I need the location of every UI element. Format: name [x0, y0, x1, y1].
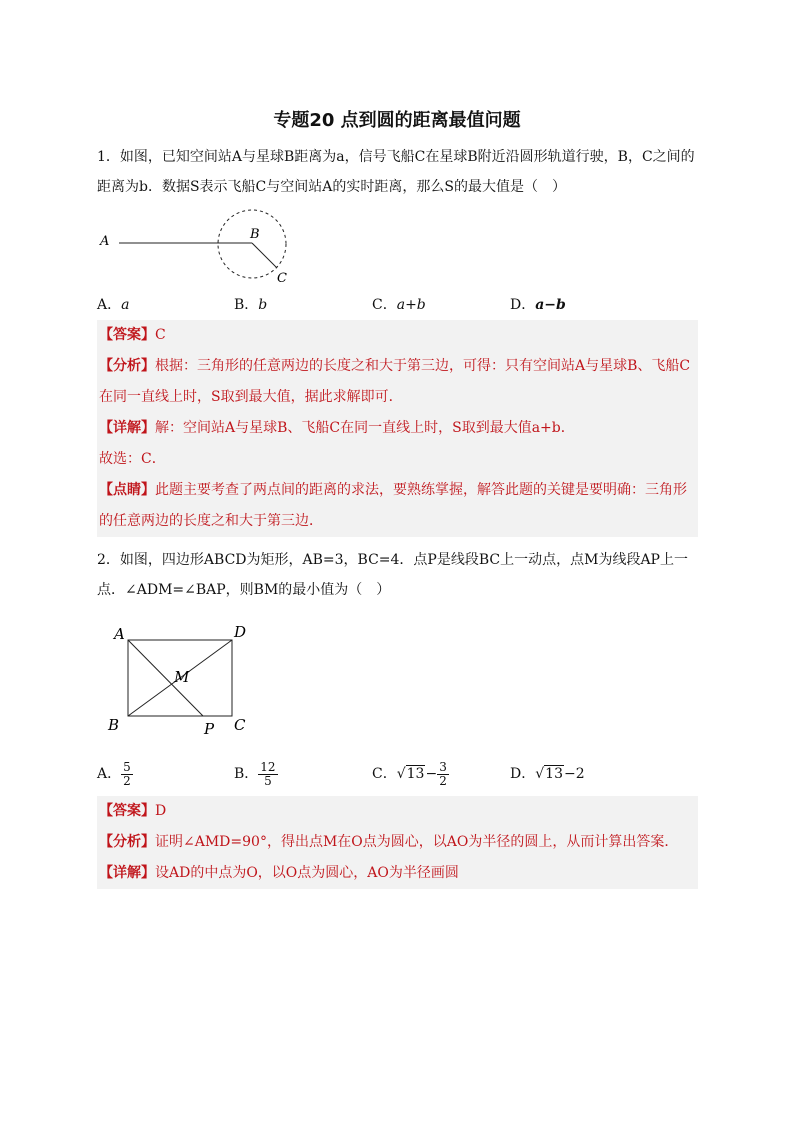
label-a: A: [100, 234, 110, 249]
choose-line: 故选：C．: [99, 451, 166, 467]
analysis-line: 【分析】证明∠AMD=90°，得出点M在O点为圆心，以AO为半径的圆上，从而计算出答案．: [99, 834, 679, 850]
page-title: 专题20 点到圆的距离最值问题: [273, 110, 521, 131]
label-d: D: [234, 623, 247, 641]
orbit-circle: [218, 210, 286, 278]
option-d[interactable]: D．√13−2: [510, 766, 585, 782]
label-p: P: [204, 720, 215, 738]
analysis-line: 【分析】根据：三角形的任意两边的长度之和大于第三边，可得：只有空间站A与星球B、飞船C在同一直线上时，S取到最大值，据此求解即可．: [99, 358, 691, 405]
option-c[interactable]: C．√13− $\frac{3}{2}$: [372, 759, 447, 788]
question-1-solution: [97, 320, 698, 537]
question-1-text: 1．如图，已知空间站A与星球B距离为a，信号飞船C在星球B附近沿圆形轨道行驶，B，C之间的距离为b．数据S表示飞船C与空间站A的实时距离，那么S的最大值是（ ）: [97, 149, 695, 195]
detail-line: 【详解】解：空间站A与星球B、飞船C在同一直线上时，S取到最大值a+b．: [99, 420, 575, 436]
question-2-solution: [97, 796, 698, 889]
option-a[interactable]: A． $\frac{5}{2}$: [97, 759, 131, 788]
answer-line: 【答案】C: [99, 327, 166, 343]
label-a: A: [114, 625, 125, 643]
question-1-figure: [97, 205, 297, 287]
option-b[interactable]: B． $\frac{12}{5}$: [234, 759, 276, 788]
segment-bc: [252, 243, 277, 268]
segment-ap: [128, 640, 203, 716]
label-m: M: [174, 668, 190, 686]
question-2-figure: [100, 618, 260, 742]
question-2-text: 2．如图，四边形ABCD为矩形，AB=3，BC=4．点P是线段BC上一动点，点M为线段AP上一点．∠ADM=∠BAP，则BM的最小值为（ ）: [97, 552, 688, 598]
option-b[interactable]: B．b: [234, 297, 268, 313]
option-d[interactable]: D．a−b: [510, 297, 566, 313]
label-b: B: [108, 716, 120, 734]
question-2-options: [97, 759, 697, 789]
answer-line: 【答案】D: [99, 803, 167, 819]
detail-line: 【详解】设AD的中点为O，以O点为圆心，AO为半径画圆: [99, 865, 459, 881]
comment-line: 【点睛】此题主要考查了两点间的距离的求法，要熟练掌握，解答此题的关键是要明确：三角形的任意两边的长度之和大于第三边．: [99, 482, 687, 529]
label-c: C: [234, 716, 246, 734]
sqrt-symbol: √: [535, 766, 545, 782]
question-1-options: [97, 290, 697, 320]
sqrt-symbol: √: [396, 766, 406, 782]
option-a[interactable]: A．a: [97, 297, 130, 313]
option-c[interactable]: C．a+b: [372, 297, 426, 313]
label-c: C: [277, 271, 287, 286]
label-b: B: [250, 227, 260, 242]
